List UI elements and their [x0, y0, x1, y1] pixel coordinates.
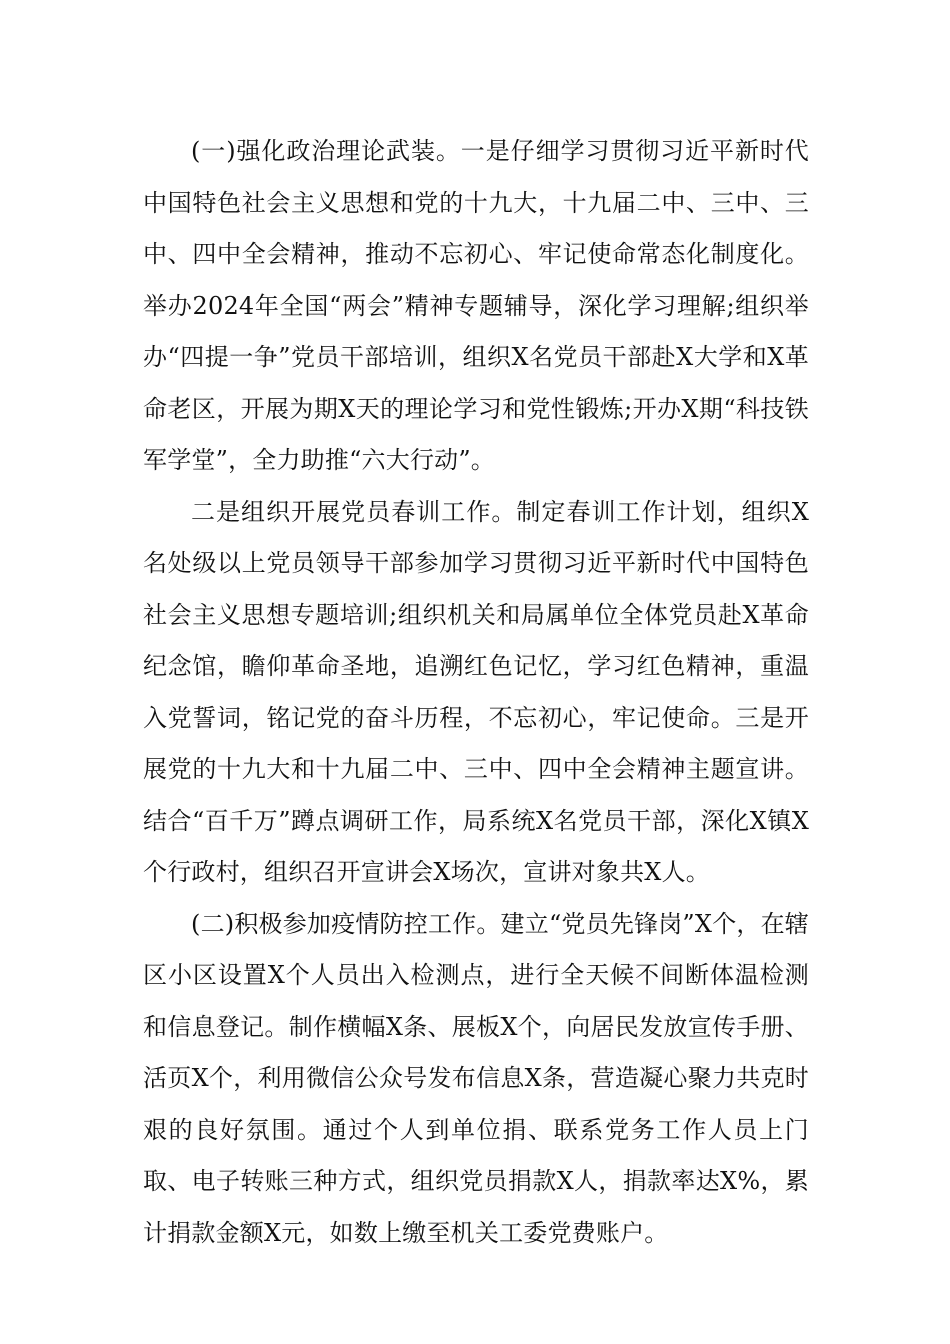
- paragraph-spring-training: 二是组织开展党员春训工作。制定春训工作计划，组织X名处级以上党员领导干部参加学习贯彻习近平新时代中国特色社会主义思想专题培训;组织机关和局属单位全体党员赴X革命纪念馆，瞻仰革命圣地，追溯红色记忆，学习红色精神，重温入党誓词，铭记党的奋斗历程，不忘初心，牢记使命。三是开展党的十九大和十九届二中、三中、四中全会精神主题宣讲。结合“百千万”蹲点调研工作，局系统X名党员干部，深化X镇X个行政村，组织召开宣讲会X场次，宣讲对象共X人。: [143, 497, 809, 886]
- paragraph-epidemic-prevention: (二)积极参加疫情防控工作。建立“党员先锋岗”X个，在辖区小区设置X个人员出入检测点，进行全天候不间断体温检测和信息登记。制作横幅X条、展板X个，向居民发放宣传手册、活页X个，利用微信公众号发布信息X条，营造凝心聚力共克时艰的良好氛围。通过个人到单位捐、联系党务工作人员上门取、电子转账三种方式，组织党员捐款X人，捐款率达X%，累计捐款金额X元，如数上缴至机关工委党费账户。: [143, 909, 809, 1247]
- paragraph-political-theory: (一)强化政治理论武装。一是仔细学习贯彻习近平新时代中国特色社会主义思想和党的十九大，十九届二中、三中、三中、四中全会精神，推动不忘初心、牢记使命常态化制度化。举办2024年全国“两会”精神专题辅导，深化学习理解;组织举办“四提一争”党员干部培训，组织X名党员干部赴X大学和X革命老区，开展为期X天的理论学习和党性锻炼;开办X期“科技铁军学堂”，全力助推“六大行动”。: [143, 137, 809, 474]
- document-body: [143, 126, 809, 1259]
